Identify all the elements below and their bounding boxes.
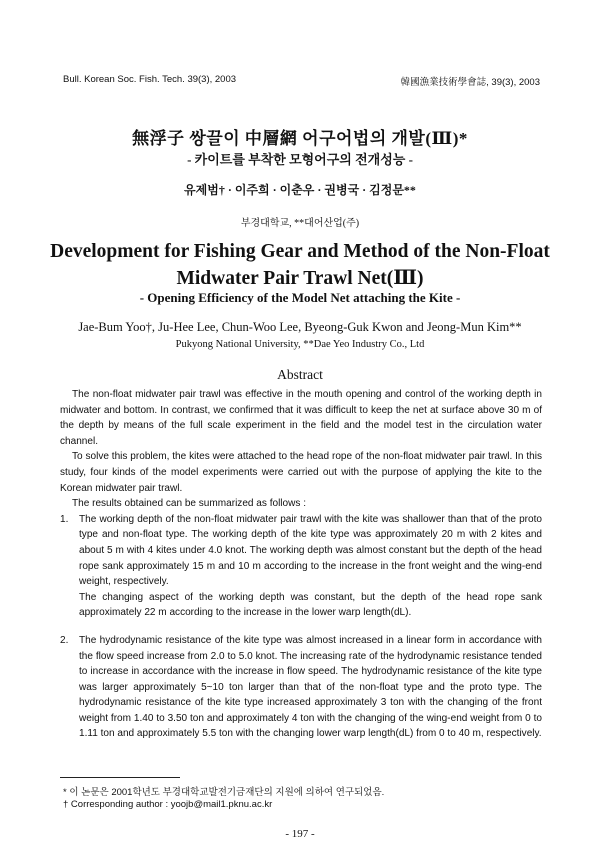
- english-title: [0, 238, 600, 292]
- abstract-paragraph-2: To solve this problem, the kites were attached to the head rope of the non-float midwater pair trawl. In this study, four kinds of the model experiments were carried out with the purpose of applying the kite to the Korean midwater pair trawl.: [60, 451, 542, 494]
- result-item-1-number: 1.: [60, 513, 69, 525]
- abstract-heading: Abstract: [277, 367, 323, 382]
- korean-affiliation: 부경대학교, **대어산업(주): [240, 218, 360, 229]
- footnote-divider: [60, 777, 180, 778]
- result-item-1-text: The working depth of the non-float midwater pair trawl with the kite was shallower than that of the proto type and non-float type. The working depth of the kite type was approximately 20 m with 2 kites and about 5 m with 4 kites under 4.0 knot. The working depth was almost constant but the depth of the head rope sank approximately 15 m and 10 m according to the increase in the front weight and the wing-end weight, respectively.: [79, 513, 542, 588]
- english-affiliation: Pukyong National University, **Dae Yeo Industry Co., Ltd: [175, 339, 425, 350]
- english-title-line1: Development for Fishing Gear and Method of the Non-Float: [50, 241, 550, 262]
- result-item-2-text: The hydrodynamic resistance of the kite type was almost increased in a linear form in accordance with the flow speed increase from 2.0 to 5.0 knot. The increasing rate of the hydrodynamic resistance tended to increase in accordance with the increase in flow speed. The hydrodynamic resistance of the kite type was larger approximately 5~10 ton larger than that of the non-float type and the proto type. The hydrodynamic resistance of the kite type increased approximately 3 ton with the changing of the front weight from 1.40 to 3.50 ton and approximately 4 ton with the changing of the wing-end weight from 0 to 1.11 ton and approximately 5.5 ton with the changing lower warp length(dL) from 0 to 40 m, respectively.: [79, 634, 542, 740]
- english-authors: Jae-Bum Yoo†, Ju-Hee Lee, Chun-Woo Lee, Byeong-Guk Kwon and Jeong-Mun Kim**: [78, 320, 522, 334]
- page-number: - 197 -: [285, 828, 315, 840]
- english-subtitle: - Opening Efficiency of the Model Net attaching the Kite -: [139, 290, 461, 305]
- abstract-body: [60, 387, 542, 742]
- journal-header-english: Bull. Korean Soc. Fish. Tech. 39(3), 2003: [63, 74, 237, 85]
- abstract-paragraph-1: The non-float midwater pair trawl was effective in the mouth opening and control of the working depth in midwater and bottom. In contrast, we confirmed that it was difficult to keep the net at surface above 30 m of the depth by means of the full scale experiment in the field and the model test in the circulation water channel.: [60, 389, 542, 447]
- result-item-2: [60, 633, 542, 742]
- korean-title: 無浮子 쌍끌이 中層網 어구어법의 개발(Ⅲ)*: [132, 129, 468, 148]
- abstract-paragraph-3: The results obtained can be summarized as follows :: [72, 498, 306, 510]
- korean-authors: 유제범† · 이주희 · 이춘우 · 권병국 · 김정문**: [184, 183, 416, 197]
- result-item-2-number: 2.: [60, 634, 69, 646]
- result-item-1-text-b: The changing aspect of the working depth was constant, but the depth of the head rope sank approximately 22 m according to the increase in the lower warp length(dL).: [79, 591, 542, 619]
- journal-header-korean: 韓國漁業技術學會誌, 39(3), 2003: [400, 77, 540, 88]
- result-item-1: [60, 512, 542, 621]
- english-title-line2: Midwater Pair Trawl Net(Ⅲ): [176, 268, 424, 289]
- footnote-funding: * 이 논문은 2001학년도 부경대학교발전기금재단의 지원에 의하여 연구되었음.: [63, 787, 385, 798]
- footnote-corresponding-author: † Corresponding author : yoojb@mail1.pknu.ac.kr: [63, 799, 273, 810]
- korean-subtitle: - 카이트를 부착한 모형어구의 전개성능 -: [187, 152, 413, 167]
